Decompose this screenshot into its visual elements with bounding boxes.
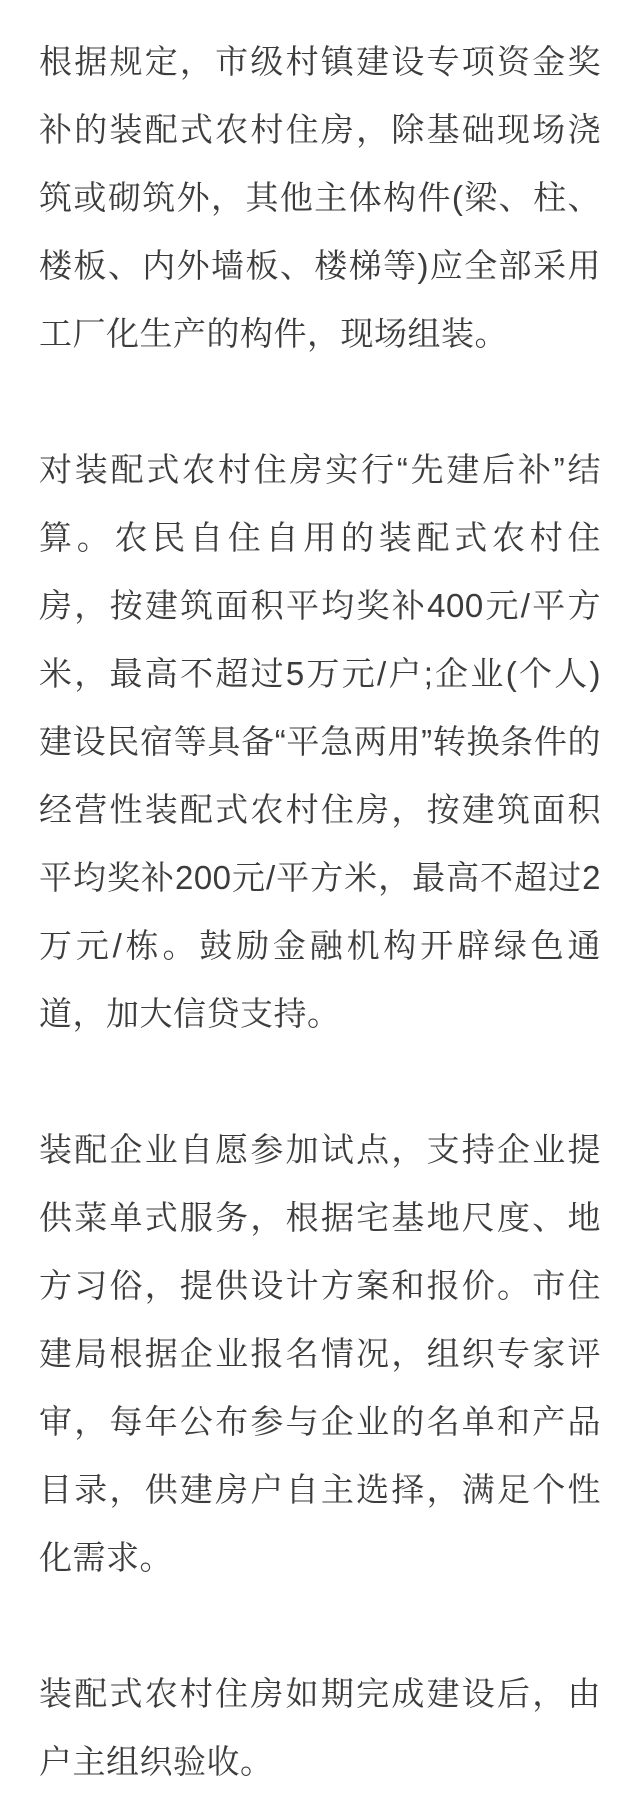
article-body xyxy=(39,28,601,1796)
paragraph-enterprise-pilot: 装配企业自愿参加试点，支持企业提供菜单式服务，根据宅基地尺度、地方习俗，提供设计方案和报价。市住建局根据企业报名情况，组织专家评审，每年公布参与企业的名单和产品目录，供建房户自主选择，满足个性化需求。 xyxy=(39,1131,601,1576)
paragraph-subsidy-standards: 对装配式农村住房实行“先建后补”结算。农民自住自用的装配式农村住房，按建筑面积平均奖补400元/平方米，最高不超过5万元/户;企业(个人)建设民宿等具备“平急两用”转换条件的经营性装配式农村住房，按建筑面积平均奖补200元/平方米，最高不超过2万元/栋。鼓励金融机构开辟绿色通道，加大信贷支持。 xyxy=(39,451,601,1032)
paragraph-acceptance-check: 装配式农村住房如期完成建设后，由户主组织验收。 xyxy=(39,1675,601,1780)
paragraph-factory-production-rule: 根据规定，市级村镇建设专项资金奖补的装配式农村住房，除基础现场浇筑或砌筑外，其他主体构件(梁、柱、楼板、内外墙板、楼梯等)应全部采用工厂化生产的构件，现场组装。 xyxy=(39,43,601,352)
